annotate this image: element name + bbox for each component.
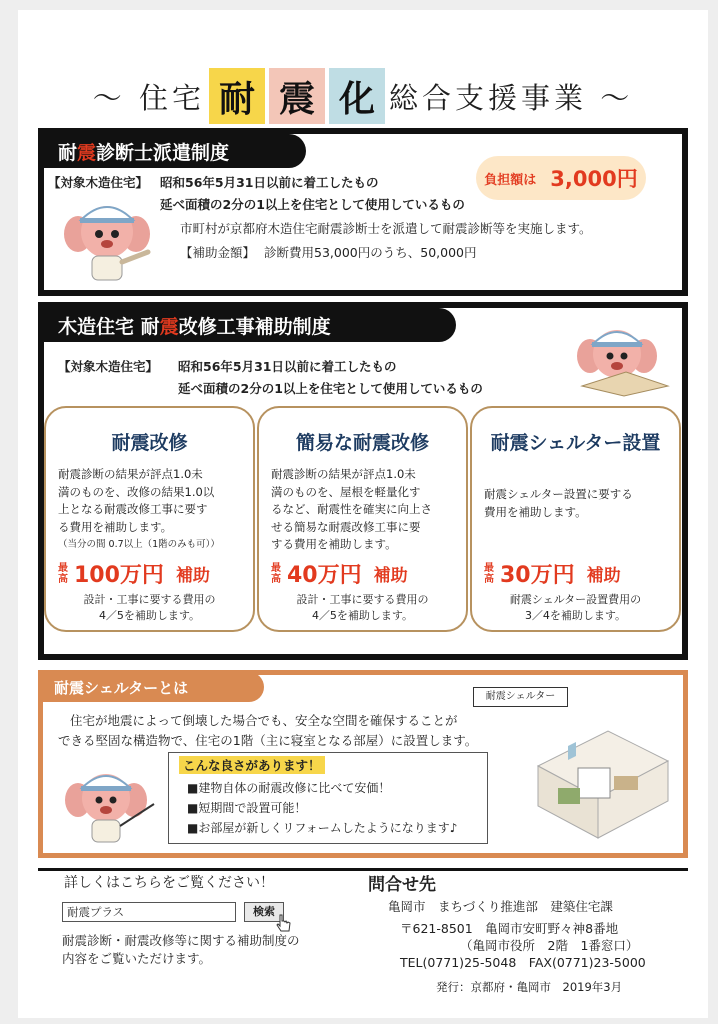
header-text: 改修工事補助制度 xyxy=(178,315,331,338)
badge-value: 3,000円 xyxy=(550,167,638,191)
retrofit-card xyxy=(44,406,255,632)
amount-label: 最高 xyxy=(484,562,494,585)
contact-dept: 亀岡市 まちづくり推進部 建築住宅課 xyxy=(388,899,613,914)
title-post: 総合支援事業 〜 xyxy=(389,80,634,115)
amount-suffix: 補助 xyxy=(586,566,621,586)
mascot-icon xyxy=(566,316,676,398)
target-line-1: 昭和56年5月31日以前に着工したもの xyxy=(178,359,397,374)
contact-tel-fax: TEL(0771)25-5048 FAX(0771)23-5000 xyxy=(400,955,646,970)
more-desc-1: 耐震診断・耐震改修等に関する補助制度の xyxy=(62,933,300,948)
pointer-cursor-icon xyxy=(276,913,292,933)
shelter-desc-2: できる堅固な構造物で、住宅の1階（主に寝室となる部屋）に設置します。 xyxy=(58,733,478,748)
target-line-2: 延べ面積の2分の1以上を住宅として使用しているもの xyxy=(178,381,483,396)
contact-address: 〒621-8501 亀岡市安町野々神8番地 xyxy=(400,921,619,936)
card-foot: 設計・工事に要する費用の 4／5を補助します。 xyxy=(296,593,429,622)
retrofit-header xyxy=(44,308,456,342)
title-pre: 〜 住宅 xyxy=(92,80,205,115)
header-accent: 震 xyxy=(77,141,97,164)
header-text: 診断士派遣制度 xyxy=(96,141,230,164)
benefit-item: ■お部屋が新しくリフォームしたようになります♪ xyxy=(187,821,458,835)
shelter-image-label: 耐震シェルター xyxy=(473,687,568,707)
mascot-icon xyxy=(56,190,166,286)
mascot-icon xyxy=(58,758,158,848)
search-button[interactable]: 検索 xyxy=(244,902,284,922)
amount-value: 40万円 xyxy=(287,563,362,588)
flyer-title xyxy=(18,68,708,124)
badge-label: 負担額は xyxy=(484,172,537,188)
shelter-illustration-icon xyxy=(518,706,678,846)
retrofit-card xyxy=(257,406,468,632)
shelter-desc-1: 住宅が地震によって倒壊した場合でも、安全な空間を確保することが xyxy=(70,713,458,728)
amount-label: 【補助金額】 xyxy=(180,245,256,260)
header-text: 木造住宅 耐 xyxy=(58,315,160,338)
benefit-item: ■短期間で設置可能！ xyxy=(187,801,307,815)
benefit-item: ■建物自体の耐震改修に比べて安価！ xyxy=(187,781,391,795)
more-info-text: 詳しくはこちらをご覧ください！ xyxy=(64,875,274,891)
more-desc-2: 内容をご覧いただけます。 xyxy=(62,951,212,966)
diagnosis-header xyxy=(44,134,306,168)
amount-text: 診断費用53,000円のうち、50,000円 xyxy=(264,245,477,260)
card-title: 簡易な耐震改修 xyxy=(295,432,429,454)
card-body: 耐震診断の結果が評点1.0未 満のものを、屋根を軽量化す るなど、耐震性を確実に向上さ せる簡易な耐震改修工事に要 する費用を補助します。 xyxy=(271,467,432,551)
diagnosis-desc: 市町村が京都府木造住宅耐震診断士を派遣して耐震診断等を実施します。 xyxy=(180,221,592,236)
card-foot: 設計・工事に要する費用の 4／5を補助します。 xyxy=(83,593,216,622)
amount-suffix: 補助 xyxy=(175,566,210,586)
benefit-title: こんな良さがあります！ xyxy=(179,756,325,774)
contact-title: 問合せ先 xyxy=(368,875,436,895)
header-accent: 震 xyxy=(159,315,179,338)
title-char-3: 化 xyxy=(329,68,385,124)
card-amount xyxy=(58,558,210,589)
card-foot: 耐震シェルター設置費用の 3／4を補助します。 xyxy=(509,593,642,622)
cost-badge xyxy=(476,156,646,200)
amount-value: 30万円 xyxy=(500,563,575,588)
card-body: 耐震診断の結果が評点1.0未 満のものを、改修の結果1.0以 上となる耐震改修工事に要す る費用を補助します。 xyxy=(58,467,215,534)
title-char-2: 震 xyxy=(269,68,325,124)
retrofit-card xyxy=(470,406,681,632)
amount-value: 100万円 xyxy=(74,563,164,588)
benefit-box xyxy=(168,752,488,844)
amount-label: 最高 xyxy=(58,562,68,585)
divider xyxy=(38,868,688,871)
target-label: 【対象木造住宅】 xyxy=(58,359,159,374)
search-input[interactable]: 耐震プラス xyxy=(62,902,236,922)
card-title: 耐震改修 xyxy=(111,432,188,454)
card-note: （当分の間 0.7以上（1階のみも可）） xyxy=(58,539,220,550)
target-line-1: 昭和56年5月31日以前に着工したもの xyxy=(160,175,379,190)
card-title: 耐震シェルター設置 xyxy=(490,432,661,454)
contact-address-2: （亀岡市役所 2階 1番窓口） xyxy=(460,938,639,953)
amount-label: 最高 xyxy=(271,562,281,585)
target-label: 【対象木造住宅】 xyxy=(48,175,149,190)
amount-suffix: 補助 xyxy=(373,566,408,586)
card-amount xyxy=(271,558,408,589)
flyer-page xyxy=(18,10,708,1018)
header-text: 耐 xyxy=(58,141,78,164)
card-amount xyxy=(484,558,621,589)
card-body: 耐震シェルター設置に要する 費用を補助します。 xyxy=(484,487,633,519)
publisher: 発行：京都府・亀岡市 2019年3月 xyxy=(436,980,623,994)
target-line-2: 延べ面積の2分の1以上を住宅として使用しているもの xyxy=(160,197,465,212)
shelter-header: 耐震シェルターとは xyxy=(38,672,264,702)
title-char-1: 耐 xyxy=(209,68,265,124)
